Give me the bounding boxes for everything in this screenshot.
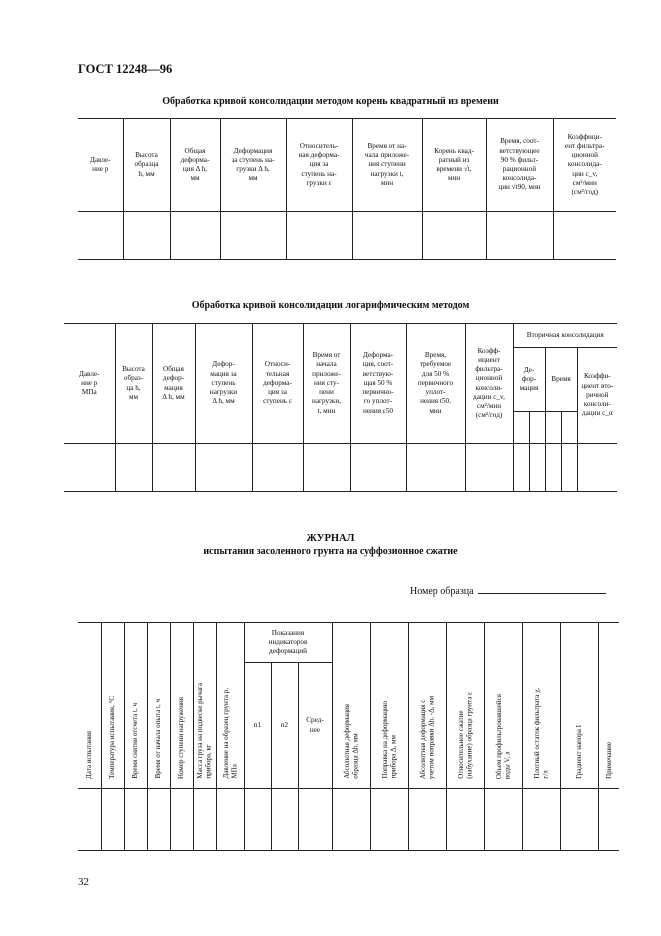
j-col-corrected-deformation: Абсолютная деформация с учетом поправки Δh, -Δ, мм <box>408 623 446 789</box>
t1-col-sqrt-time: Корень квад- ратный из времени √t, мин <box>422 119 486 212</box>
journal-title: ЖУРНАЛ <box>306 533 355 544</box>
table1 <box>78 118 616 260</box>
journal-table <box>78 622 619 851</box>
j-indicators-header: Показания индикаторов деформаций <box>244 623 332 663</box>
j-col-dry-residue: Плотный остаток фильтрата χ, г/л <box>522 623 560 789</box>
j-col-date: Дата испытания <box>78 623 101 789</box>
t2-col-time: Время от начала приложе- ния сту- пени нагрузки, t, мин <box>303 324 350 444</box>
t2-sub-time: Время <box>545 348 577 412</box>
t1-col-t90: Время, соот- ветствующее 90 % фильт- рационной консолида- ции √t90, мин <box>486 119 553 212</box>
j-col-gradient: Градиент напора I <box>560 623 598 789</box>
t2-col-total-deformation: Общая дефор- мация Δ h, мм <box>152 324 195 444</box>
j-col-reading-time: Время снятия отсчета t, ч <box>124 623 147 789</box>
t1-col-cv: Коэффици- ент фильтра- ционной консолида- ции c_v, см²/мин (см²/год) <box>553 119 616 212</box>
j-col-relative-compression: Относительное сжатие (набухание) образца грунта ε <box>446 623 484 789</box>
doc-code: ГОСТ 12248—96 <box>78 62 173 76</box>
t1-col-total-deformation: Общая деформа- ция Δ h, мм <box>170 119 220 212</box>
t2-group-secondary: Вторичная консолидация <box>513 324 617 348</box>
page-number: 32 <box>78 876 89 888</box>
t2-col-pressure: Давле- ние p МПа <box>64 324 115 444</box>
j-col-load-mass: Масса груза на подвеске рычага прибора, кг <box>193 623 216 789</box>
t1-col-pressure: Давле- ние p <box>78 119 123 212</box>
table2-title: Обработка кривой консолидации логарифмическим методом <box>191 300 470 311</box>
t1-col-time: Время от на- чала приложе- ния ступени нагрузки t, мин <box>352 119 422 212</box>
t2-sub-ca: Коэффи- циент вто- ричной консоли- дации c_α <box>577 348 617 444</box>
t2-col-relative-deformation: Относи- тельная деформа- ция за ступень ε <box>252 324 303 444</box>
sample-number <box>410 584 606 597</box>
t1-empty-row <box>78 212 616 260</box>
table2 <box>64 323 617 492</box>
j-col-abs-deformation: Абсолютная деформация образца Δh, мм <box>332 623 370 789</box>
j-col-water-volume: Объем профильтровавшейся воды V, л <box>484 623 522 789</box>
journal-subtitle: испытания засоленного грунта на суффозионное сжатие <box>203 546 458 557</box>
j-col-n1: n1 <box>244 663 271 789</box>
j-col-temperature: Температура испытания, °С <box>101 623 124 789</box>
t2-empty-row <box>64 444 617 492</box>
t2-col-step-deformation: Дефор- мация за ступень нагрузки Δ h, мм <box>195 324 252 444</box>
j-col-pressure: Давление на образец грунта p, МПа <box>216 623 244 789</box>
table1-title: Обработка кривой консолидации методом корень квадратный из времени <box>162 96 499 107</box>
t2-col-height: Высота образ- ца h, мм <box>115 324 152 444</box>
t2-col-cv: Коэфф- ициент фильтра- ционной консоли- дации c_v, см²/мин (см²/год) <box>465 324 513 444</box>
t2-sub-deformation: Де- фор- мация <box>513 348 545 412</box>
t1-col-relative-deformation: Относитель- ная деформа- ция за ступень на- грузки ε <box>286 119 352 212</box>
j-col-n2: n2 <box>271 663 298 789</box>
t1-col-height: Высота образца h, мм <box>123 119 170 212</box>
t2-col-e50: Деформа- ция, соот- ветствую- щая 50 % первично- го уплот- нения ε50 <box>350 324 406 444</box>
j-col-elapsed-time: Время от начала опыта t, ч <box>147 623 170 789</box>
sample-number-field[interactable] <box>478 584 606 594</box>
j-col-average: Сред- нее <box>298 663 332 789</box>
j-col-load-step: Номер ступени нагружения <box>170 623 193 789</box>
sample-number-label: Номер образца <box>410 586 474 597</box>
t2-col-t50: Время, требуемое для 50 % первичного уплот- нения t50, мин <box>406 324 465 444</box>
j-col-note: Примечание <box>598 623 619 789</box>
t1-col-step-deformation: Деформация за ступень на- грузки Δ h, мм <box>220 119 286 212</box>
j-col-correction: Поправка на деформацию прибора Δ, мм <box>370 623 408 789</box>
j-empty-row <box>78 789 619 851</box>
